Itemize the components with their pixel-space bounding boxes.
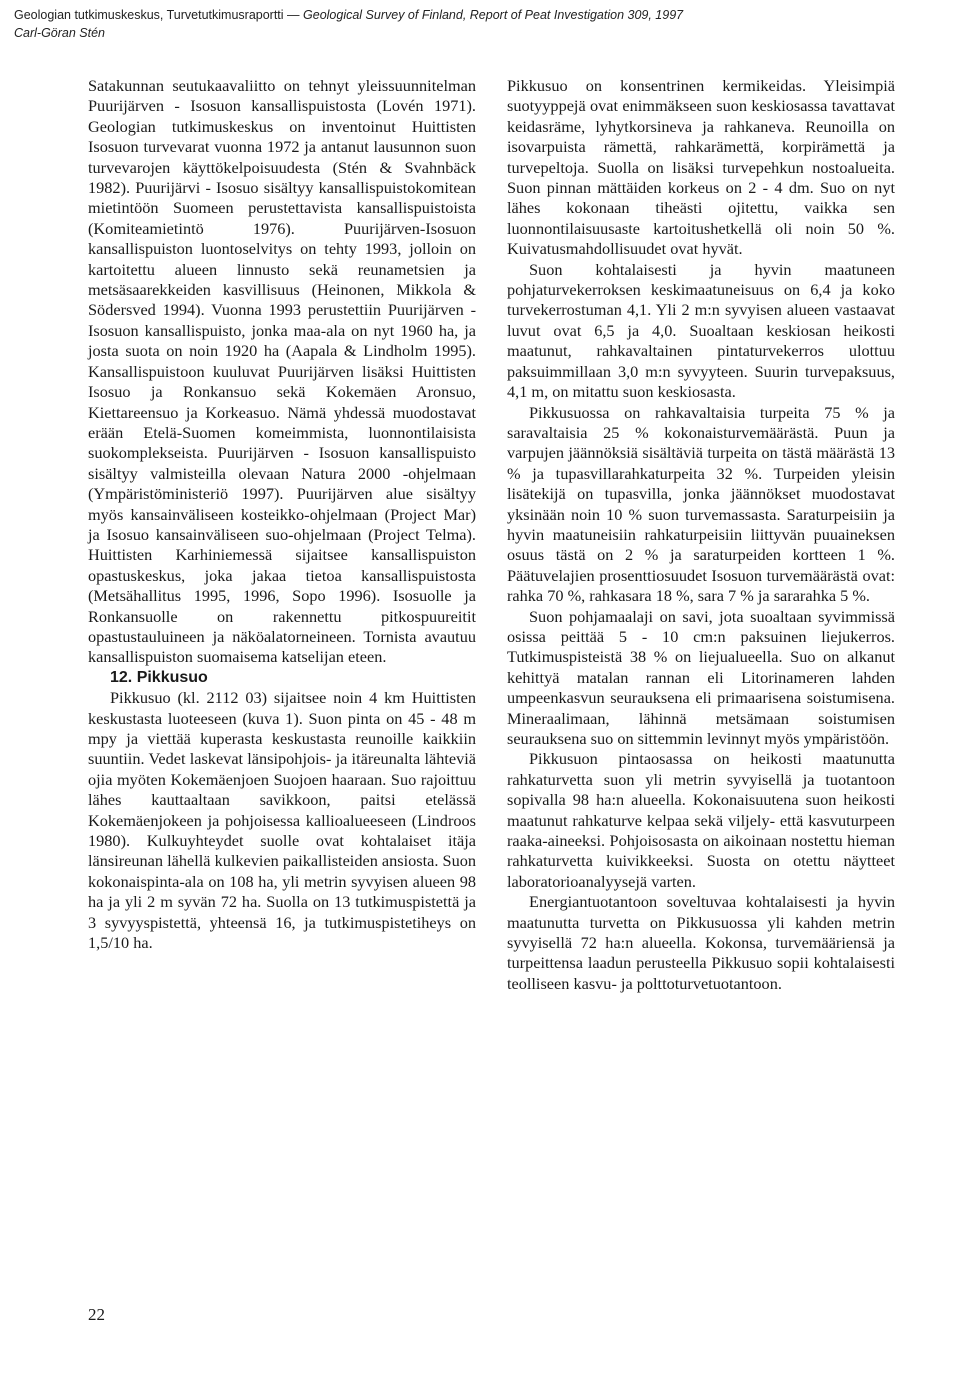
body-paragraph: Energiantuotantoon soveltuvaa kohtalaisesti ja hyvin maatunutta turvetta on Pikkusuossa yli kahden metrin syvyisellä 72 ha:n alueella. Kokonsa, turvemääriensä ja turpeittensa laadun perusteella Pikkusuo sopii kohtalaisesti teolliseen kasvu- ja polttoturvetuotantoon.: [507, 892, 895, 993]
section-heading: 12. Pikkusuo: [110, 668, 208, 686]
journal-title-english: Geological Survey of Finland, Report of Peat Investigation 309, 1997: [303, 8, 684, 22]
left-column: [88, 76, 476, 953]
body-paragraph: Suon pohjamaalaji on savi, jota suoaltaan syvimmissä osissa peittää 5 - 10 cm:n paksuinen liejukerros. Tutkimuspisteistä 38 % on liejualueella. Suo on alkanut kehittyä matalan rannan eli Litorinameren lahden umpeenkasvun seurauksena eli primaarisena soistumisena. Mineraalimaan, lähinnä metsämaan soistumisen seurauksena suo on sittemmin levinnyt myös ympäristöön.: [507, 606, 895, 748]
body-paragraph: Pikkusuo on konsentrinen kermikeidas. Yleisimpiä suotyyppejä ovat enimmäkseen suon keskiosassa tavattavat keidasräme, lyhytkorsineva ja rahkaneva. Reunoilla on isovarpuista rämettä, rahkarämettä, korpirämettä ja turvepeltoja. Suolla on lisäksi turvepehkun nostoalueita. Suon pinnan mättäiden korkeus on 2 - 4 dm. Suo on nyt lähes kokonaan tiheästi ojitettu, vaikka sen luonnontilaisuusaste kartoitushetkellä oli noin 50 %. Kuivatusmahdollisuudet ovat hyvät.: [507, 76, 895, 259]
section-paragraph: Pikkusuo (kl. 2112 03) sijaitsee noin 4 km Huittisten keskustasta luoteeseen (kuva 1). Suon pinta on 45 - 48 m mpy ja viettää kuperasta keskustasta reunoille kaikkiin suuntiin. Vedet laskevat länsipohjois- ja itäreunalta lähteviä ojia myöten Kokemäenjoen Suojoen haaraan. Suo rajoittuu lähes kauttaaltaan savikkoon, paitsi etelässä Kokemäenjokeen ja pohjoisessa kallioalueeseen (Lindroos 1980). Kulkuyhteydet suolle ovat kohtalaiset itäja länsireunan lähellä kulkevien paikallisteiden ansiosta. Suon kokonaispinta-ala on 108 ha, yli metrin syvyisen alueen 98 ha ja yli 2 m syvän 72 ha. Suolla on 13 tutkimuspistettä ja 3 syvyyspistettä, yhteensä 16, ja tutkimuspistetiheys on 1,5/10 ha.: [88, 688, 476, 953]
right-column: [507, 76, 895, 994]
page-number: 22: [88, 1305, 105, 1324]
body-paragraph: Pikkusuon pintaosassa on heikosti maatunutta rahkaturvetta suon yli metrin syvyisellä ja tuotantoon sopivalla 98 ha:n alueella. Kokonaisuutena suon heikosti maatunut rahkaturve kelpaa sekä viljely- että kasvuturpeen raaka-aineeksi. Pohjoisosasta on aikoinaan nostettu hieman rahkaturvetta kuivikkeeksi. Suosta on otettu näytteet laboratorioanalyysejä varten.: [507, 749, 895, 891]
author-name: Carl-Göran Stén: [14, 26, 106, 40]
body-paragraph: Pikkusuossa on rahkavaltaisia turpeita 75 % ja saravaltaisia 25 % kokonaisturvemäärästä. Puun ja varpujen jäännöksiä sisältäviä turpeita on tästä määrästä 13 % ja tupasvillarahkaturpeita 32 %. Turpeiden yleisin lisätekijä on tupasvilla, jonka jäännökset muodostavat yksinään noin 10 % suon turvemassasta. Saraturpeisiin ja hyvin maatuneisiin rahkaturpeisiin liittyvän puuaineksen osuus tästä on 2 % ja saraturpeiden kortteen 1 %. Päätuvelajien prosenttiosuudet Isosuon turvemäärästä ovat: rahka 70 %, rahkasara 18 %, sara 7 % ja sararahka 5 %.: [507, 402, 895, 606]
journal-title-finnish: Geologian tutkimuskeskus, Turvetutkimusraportti —: [14, 8, 304, 22]
page-header: [14, 6, 944, 42]
body-paragraph: Suon kohtalaisesti ja hyvin maatuneen pohjaturvekerroksen keskimaatuneisuus on 6,4 ja koko turvekerrostuman 4,1. Yli 2 m:n syvyisen alueen vastaavat luvut ovat 6,5 ja 4,0. Suoaltaan keskiosan heikosti maatunut, rahkavaltainen pintaturvekerros ulottuu paksuimmillaan 3,0 m:n syvyyteen. Suurin turvepaksuus, 4,1 m, on mitattu suon keskiosasta.: [507, 259, 895, 402]
intro-paragraph: Satakunnan seutukaavaliitto on tehnyt yleissuunnitelman Puurijärven - Isosuon kansallispuistosta (Lovén 1971). Geologian tutkimuskeskus on inventoinut Huittisten Isosuon turvevarat vuonna 1972 ja antanut lausunnon suon turvevarojen käyttökelpoisuudesta (Stén & Svahnbäck 1982). Puurijärvi - Isosuo sisältyy kansallispuistokomitean mietintöön Suomeen perustettavista kansallispuistoista (Komiteamietintö 1976). Puurijärven-Isosuon kansallispuiston luontoselvitys on tehty 1993, jolloin on kartoitettu alueen linnusto sekä reunametsien ja metsäsaarekkeiden kasvillisuus (Heinonen, Mikkola & Södersved 1994). Vuonna 1993 perustettiin Puurijärven - Isosuon kansallispuisto, jonka maa-ala on nyt 1960 ha, ja josta suota on noin 1920 ha (Aapala & Lindholm 1995). Kansallispuistoon kuuluvat Puurijärven lisäksi Huittisten Isosuo ja Ronkansuo sekä Kokemäen Aronsuo, Kiettareensuo ja Korkeasuo. Nämä yhdessä muodostavat erään Etelä-Suomen komeimmista, luonnontilaisista suokomplekseista. Puurijärven - Isosuon kansallispuisto sisältyy valmisteilla olevaan Natura 2000 -ohjelmaan (Ympäristöministeriö 1997). Puurijärven alue sisältyy myös kansainväliseen kosteikko-ohjelmaan (Project Mar) ja Isosuo kansainväliseen suo-ohjelmaan (Project Telma). Huittisten Karhiniemessä sijaitsee kansallispuiston opastuskeskus, joka jakaa tietoa kansallispuistosta (Metsähallitus 1995, 1996, Sopo 1996). Isosuolle ja Ronkansuolle on rakennettu pitkospuureitit opastustauluineen ja näköalatorneineen. Tornista avautuu kansallispuiston suomaisema katselijan eteen.: [88, 76, 476, 667]
